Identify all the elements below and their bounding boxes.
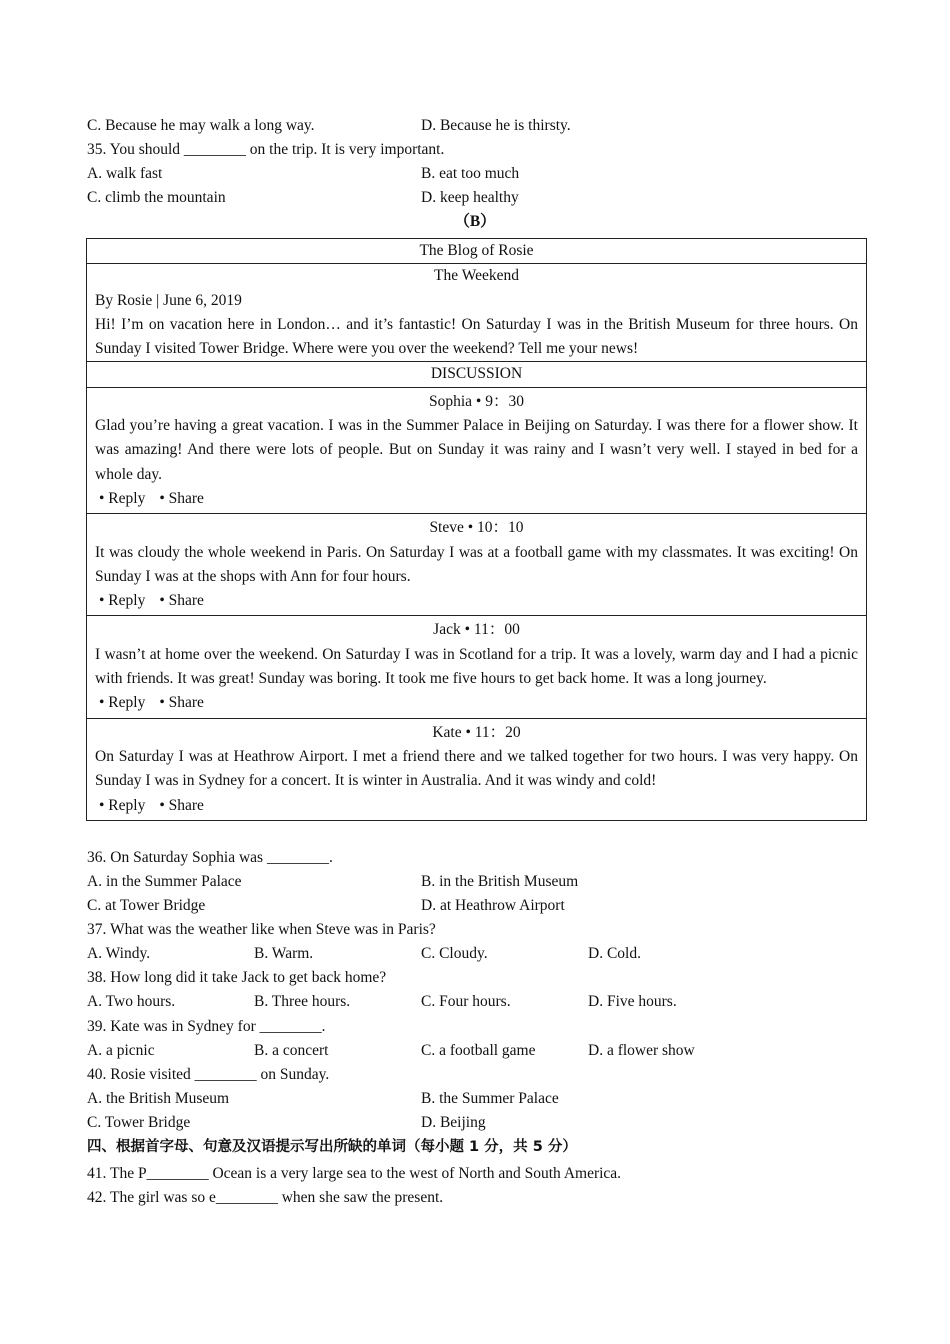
- comment-header: Jack • 11：00: [433, 621, 520, 639]
- q38-option-c: C. Four hours.: [421, 993, 511, 1010]
- section-b-label: （B）: [454, 213, 496, 230]
- comment-jack: [87, 616, 867, 718]
- q37-option-b: B. Warm.: [254, 945, 314, 962]
- post-body: Hi! I’m on vacation here in London… and it’s fantastic! On Saturday I was in the British Museum for three hours. On Sunday I visited Tower Bridge. Where were you over the weekend? Tell me your news!: [95, 315, 858, 358]
- comment-actions: [95, 589, 858, 615]
- blog-table: [86, 238, 867, 821]
- share-link[interactable]: • Share: [159, 796, 204, 814]
- q37-option-a: A. Windy.: [87, 945, 151, 962]
- discussion-row: [87, 362, 867, 387]
- q36-option-b: B. in the British Museum: [421, 873, 579, 890]
- q36-option-c: C. at Tower Bridge: [87, 897, 206, 914]
- q38-option-d: D. Five hours.: [588, 993, 677, 1010]
- comment-row: [87, 514, 867, 616]
- q37-stem: 37. What was the weather like when Steve was in Paris?: [87, 921, 436, 938]
- share-link[interactable]: • Share: [159, 694, 204, 712]
- section4-heading: 四、根据首字母、句意及汉语提示写出所缺的单词（每小题 1 分，共 5 分）: [87, 1139, 577, 1155]
- q38-stem: 38. How long did it take Jack to get back home?: [87, 969, 387, 986]
- q37-option-d: D. Cold.: [588, 945, 641, 962]
- blog-title-row: [87, 239, 867, 264]
- blog-title: The Blog of Rosie: [87, 239, 867, 264]
- q39-option-b: B. a concert: [254, 1042, 329, 1059]
- q35-option-b: B. eat too much: [421, 165, 520, 182]
- q42-text: 42. The girl was so e________ when she saw the present.: [87, 1189, 444, 1206]
- post-title: The Weekend: [434, 267, 519, 285]
- q36-option-a: A. in the Summer Palace: [87, 873, 242, 890]
- q35-option-c: C. climb the mountain: [87, 189, 226, 206]
- q38-option-a: A. Two hours.: [87, 993, 176, 1010]
- q39-option-c: C. a football game: [421, 1042, 536, 1059]
- comment-body: On Saturday I was at Heathrow Airport. I met a friend there and we talked together for two hours. I was very happy. On Sunday I was in Sydney for a concert. It is winter in Australia. And it was windy and cold!: [95, 747, 858, 790]
- q40-option-c: C. Tower Bridge: [87, 1114, 191, 1131]
- share-link[interactable]: • Share: [159, 592, 204, 610]
- blog-post: [87, 264, 867, 362]
- comment-row: [87, 616, 867, 718]
- comment-header: Sophia • 9：30: [429, 392, 524, 410]
- comment-steve: [87, 514, 867, 616]
- q39-stem: 39. Kate was in Sydney for ________.: [87, 1018, 326, 1035]
- q39-option-a: A. a picnic: [87, 1042, 155, 1059]
- q36-option-d: D. at Heathrow Airport: [421, 897, 565, 914]
- reply-link[interactable]: • Reply: [99, 489, 146, 507]
- discussion-label: DISCUSSION: [87, 362, 867, 387]
- q40-stem: 40. Rosie visited ________ on Sunday.: [87, 1066, 330, 1083]
- comment-kate: [87, 718, 867, 820]
- comment-actions: [95, 691, 858, 717]
- q40-option-b: B. the Summer Palace: [421, 1090, 559, 1107]
- comment-body: Glad you’re having a great vacation. I was in the Summer Palace in Beijing on Saturday. I was there for a flower show. It was amazing! And there were lots of people. But on Sunday it was rainy and I wasn’t very well. I stayed in bed for a whole day.: [95, 417, 858, 483]
- comment-row: [87, 718, 867, 820]
- q35-option-a: A. walk fast: [87, 165, 163, 182]
- reply-link[interactable]: • Reply: [99, 694, 146, 712]
- comment-row: [87, 387, 867, 513]
- q40-option-a: A. the British Museum: [87, 1090, 230, 1107]
- q35-stem: 35. You should ________ on the trip. It is very important.: [87, 141, 445, 158]
- share-link[interactable]: • Share: [159, 489, 204, 507]
- comment-body: It was cloudy the whole weekend in Paris. On Saturday I was at a football game with my classmates. It was exciting! On Sunday I was at the shops with Ann for four hours.: [95, 543, 858, 585]
- reply-link[interactable]: • Reply: [99, 796, 146, 814]
- comment-actions: [95, 487, 858, 513]
- q39-option-d: D. a flower show: [588, 1042, 695, 1059]
- blog-post-row: [87, 264, 867, 362]
- q40-option-d: D. Beijing: [421, 1114, 486, 1131]
- q34-option-d: D. Because he is thirsty.: [421, 117, 571, 134]
- comment-header: Kate • 11：20: [432, 723, 521, 741]
- post-byline: By Rosie | June 6, 2019: [95, 291, 242, 309]
- comment-header: Steve • 10：10: [429, 519, 524, 537]
- comment-body: I wasn’t at home over the weekend. On Saturday I was in Scotland for a trip. It was a lovely, warm day and I had a picnic with friends. It was great! Sunday was boring. It took me five hours to get back home. It was a long journey.: [95, 645, 858, 688]
- comment-actions: [95, 794, 858, 820]
- q36-stem: 36. On Saturday Sophia was ________.: [87, 849, 333, 866]
- q34-option-c: C. Because he may walk a long way.: [87, 117, 315, 134]
- q37-option-c: C. Cloudy.: [421, 945, 488, 962]
- q38-option-b: B. Three hours.: [254, 993, 351, 1010]
- reply-link[interactable]: • Reply: [99, 592, 146, 610]
- comment-sophia: [87, 387, 867, 513]
- q41-text: 41. The P________ Ocean is a very large sea to the west of North and South America.: [87, 1165, 622, 1182]
- q35-option-d: D. keep healthy: [421, 189, 519, 206]
